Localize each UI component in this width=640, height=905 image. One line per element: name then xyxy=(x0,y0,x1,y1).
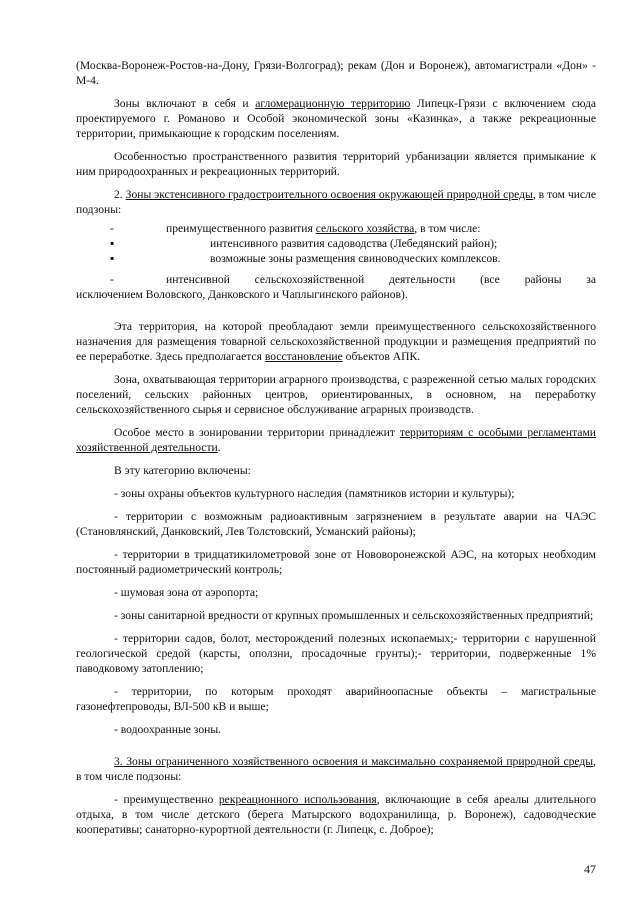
underlined-term: рекреационного использования xyxy=(218,793,377,806)
paragraph-agglomeration: Зоны включают в себя и агломерационную территорию Липецк-Грязи с включением сюда проектируемого г. Романово и Особой экономической зоны «Казинка», а также рекреационные территории, примыкающие к городским поселениям. xyxy=(76,97,597,140)
paragraph-category-intro: В эту категорию включены: xyxy=(114,464,251,477)
paragraph-urbanization: Особенностью пространственного развития территорий урбанизации является примыкание к ним природоохранных и рекреационных территорий. xyxy=(76,150,596,178)
list-item: - территории с возможным радиоактивным загрязнением в результате аварии на ЧАЭС (Становлянский, Данковский, Лев Толстовский, Усманский районы); xyxy=(76,510,596,538)
list-item: - территории в тридцатикилометровой зоне от Нововоронежской АЭС, на которых необходим постоянный радиометрический контроль; xyxy=(76,548,596,576)
list-subitem: ▪ возможные зоны размещения свиноводческих комплексов. xyxy=(76,251,596,266)
underlined-term: Зоны экстенсивного градостроительного освоения окружающей природной среды xyxy=(125,188,533,201)
paragraph-recreational: - преимущественно рекреационного использования, включающие в себя ареалы длительного отдыха, в том числе детского (берега Матырского водохранилища, р. Воронеж), садоводческие кооперативы; санаторно-курортной деятельности (г. Липецк, с. Доброе); xyxy=(76,793,596,836)
list-item: - территории, по которым проходят аварийноопасные объекты – магистральные газонефтепроводы, ВЛ-500 кВ и выше; xyxy=(76,685,596,713)
list-item: - преимущественного развития сельского хозяйства, в том числе: xyxy=(110,222,481,235)
list-subitem: ▪ интенсивного развития садоводства (Лебедянский район); xyxy=(76,236,596,251)
underlined-term: 3. Зоны ограниченного хозяйственного освоения и максимально сохраняемой природной среды xyxy=(114,755,594,768)
underlined-term: сельского хозяйства xyxy=(315,222,415,235)
list-item: - водоохранные зоны. xyxy=(114,723,222,736)
paragraph-agrarian-zone: Зона, охватывающая территории аграрного производства, с разреженной сетью малых городских поселений, сельских районных центров, ориентированных, в основном, на переработку сельскохозяйственного сырья и сервисное обслуживание аграрных производств. xyxy=(76,373,596,416)
bullet-icon: ▪ xyxy=(110,237,115,250)
paragraph-transport: (Москва-Воронеж-Ростов-на-Дону, Грязи-Волгоград); рекам (Дон и Воронеж), автомагистрали «Дон» - М-4. xyxy=(76,59,596,87)
paragraph-zone-2-heading: 2. Зоны экстенсивного градостроительного освоения окружающей природной среды, в том числе подзоны: xyxy=(76,188,596,216)
list-item: - территории садов, болот, месторождений полезных ископаемых;- территории с нарушенной геологической средой (карсты, оползни, просадочные грунты);- территории, подверженные 1% паводковому затоплению; xyxy=(76,632,596,675)
list-item: - интенсивной сельскохозяйственной деятельности (все районы за xyxy=(110,273,596,286)
list-item-continuation: исключением Воловского, Данковского и Чаплыгинского районов). xyxy=(76,288,408,301)
paragraph-zone-3-heading: 3. Зоны ограниченного хозяйственного освоения и максимально сохраняемой природной среды, в том числе подзоны: xyxy=(76,755,596,783)
bullet-icon: ▪ xyxy=(110,252,115,265)
list-item: - шумовая зона от аэропорта; xyxy=(114,586,259,599)
page-number: 47 xyxy=(584,862,596,876)
underlined-term: агломерационную территорию xyxy=(255,97,411,110)
underlined-term: восстановление xyxy=(264,350,343,363)
underlined-term: территориям с особыми регламентами хозяйственной деятельности xyxy=(76,426,596,454)
paragraph-territory: Эта территория, на которой преобладают земли преимущественного сельскохозяйственного назначения для размещения товарной сельскохозяйственной продукции и размещения предприятий по ее переработке. Здесь предполагается восстановление объектов АПК. xyxy=(76,320,596,363)
paragraph-special-regulations: Особое место в зонировании территории принадлежит территориям с особыми регламентами хозяйственной деятельности. xyxy=(76,426,596,454)
list-item: - зоны санитарной вредности от крупных промышленных и сельскохозяйственных предприятий; xyxy=(114,609,594,622)
list-item: - зоны охраны объектов культурного наследия (памятников истории и культуры); xyxy=(114,487,515,500)
